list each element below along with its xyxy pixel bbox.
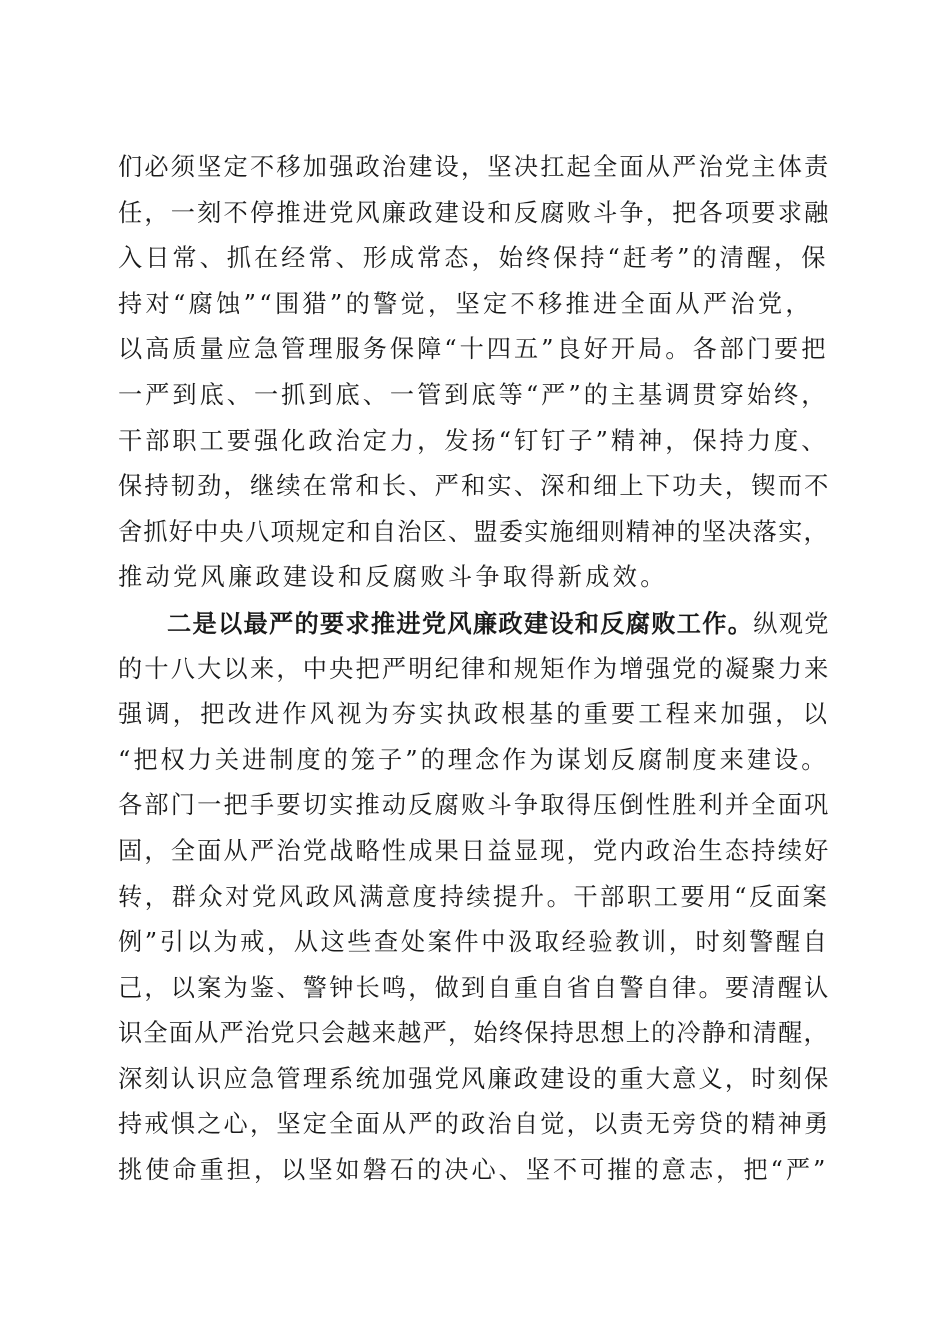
paragraph-line: 例”引以为戒，从这些查处案件中汲取经验教训，时刻警醒自	[118, 928, 830, 957]
heading-line-rest: 纵观党	[753, 609, 830, 638]
paragraph-line: 一严到底、一抓到底、一管到底等“严”的主基调贯穿始终，	[118, 380, 829, 409]
paragraph-line: 以高质量应急管理服务保障“十四五”良好开局。各部门要把	[118, 335, 829, 364]
paragraph-line: 入日常、抓在经常、形成常态，始终保持“赶考”的清醒，保	[118, 244, 829, 273]
paragraph-line: 固，全面从严治党战略性成果日益显现，党内政治生态持续好	[118, 836, 831, 865]
paragraph-line: 挑使命重担，以坚如磐石的决心、坚不可摧的意志，把“严”	[118, 1156, 829, 1185]
paragraph-line: 己，以案为鉴、警钟长鸣，做到自重自省自警自律。要清醒认	[118, 973, 831, 1002]
paragraph-line: 持对“腐蚀”“围猎”的警觉，坚定不移推进全面从严治党，	[118, 289, 813, 318]
paragraph-line: 舍抓好中央八项规定和自治区、盟委实施细则精神的坚决落实，	[118, 517, 829, 546]
paragraph-line: 识全面从严治党只会越来越严，始终保持思想上的冷静和清醒，	[118, 1019, 829, 1048]
paragraph-line: 转，群众对党风政风满意度持续提升。干部职工要用“反面案	[118, 882, 830, 911]
paragraph-line: 保持韧劲，继续在常和长、严和实、深和细上下功夫，锲而不	[118, 472, 831, 501]
paragraph-line: 持戒惧之心，坚定全面从严的政治自觉，以责无旁贷的精神勇	[118, 1110, 831, 1139]
paragraph-line: 推动党风廉政建设和反腐败斗争取得新成效。	[118, 563, 668, 592]
paragraph-line: 的十八大以来，中央把严明纪律和规矩作为增强党的凝聚力来	[118, 654, 831, 683]
paragraph-2	[118, 601, 830, 1194]
paragraph-line: “把权力关进制度的笼子”的理念作为谋划反腐制度来建设。	[118, 745, 829, 774]
paragraph-line: 深刻认识应急管理系统加强党风廉政建设的重大意义，时刻保	[118, 1064, 831, 1093]
paragraph-line: 任，一刻不停推进党风廉政建设和反腐败斗争，把各项要求融	[118, 198, 831, 227]
paragraph-first-line	[118, 601, 830, 647]
paragraph-1	[118, 145, 830, 601]
paragraph-line: 们必须坚定不移加强政治建设，坚决扛起全面从严治党主体责	[118, 153, 831, 181]
document-body	[118, 145, 830, 1194]
paragraph-line: 干部职工要强化政治定力，发扬“钉钉子”精神，保持力度、	[118, 426, 829, 455]
section-heading: 二是以最严的要求推进党风廉政建设和反腐败工作。	[167, 608, 754, 638]
paragraph-line: 强调，把改进作风视为夯实执政根基的重要工程来加强，以	[118, 700, 831, 729]
paragraph-line: 各部门一把手要切实推动反腐败斗争取得压倒性胜利并全面巩	[118, 791, 831, 820]
